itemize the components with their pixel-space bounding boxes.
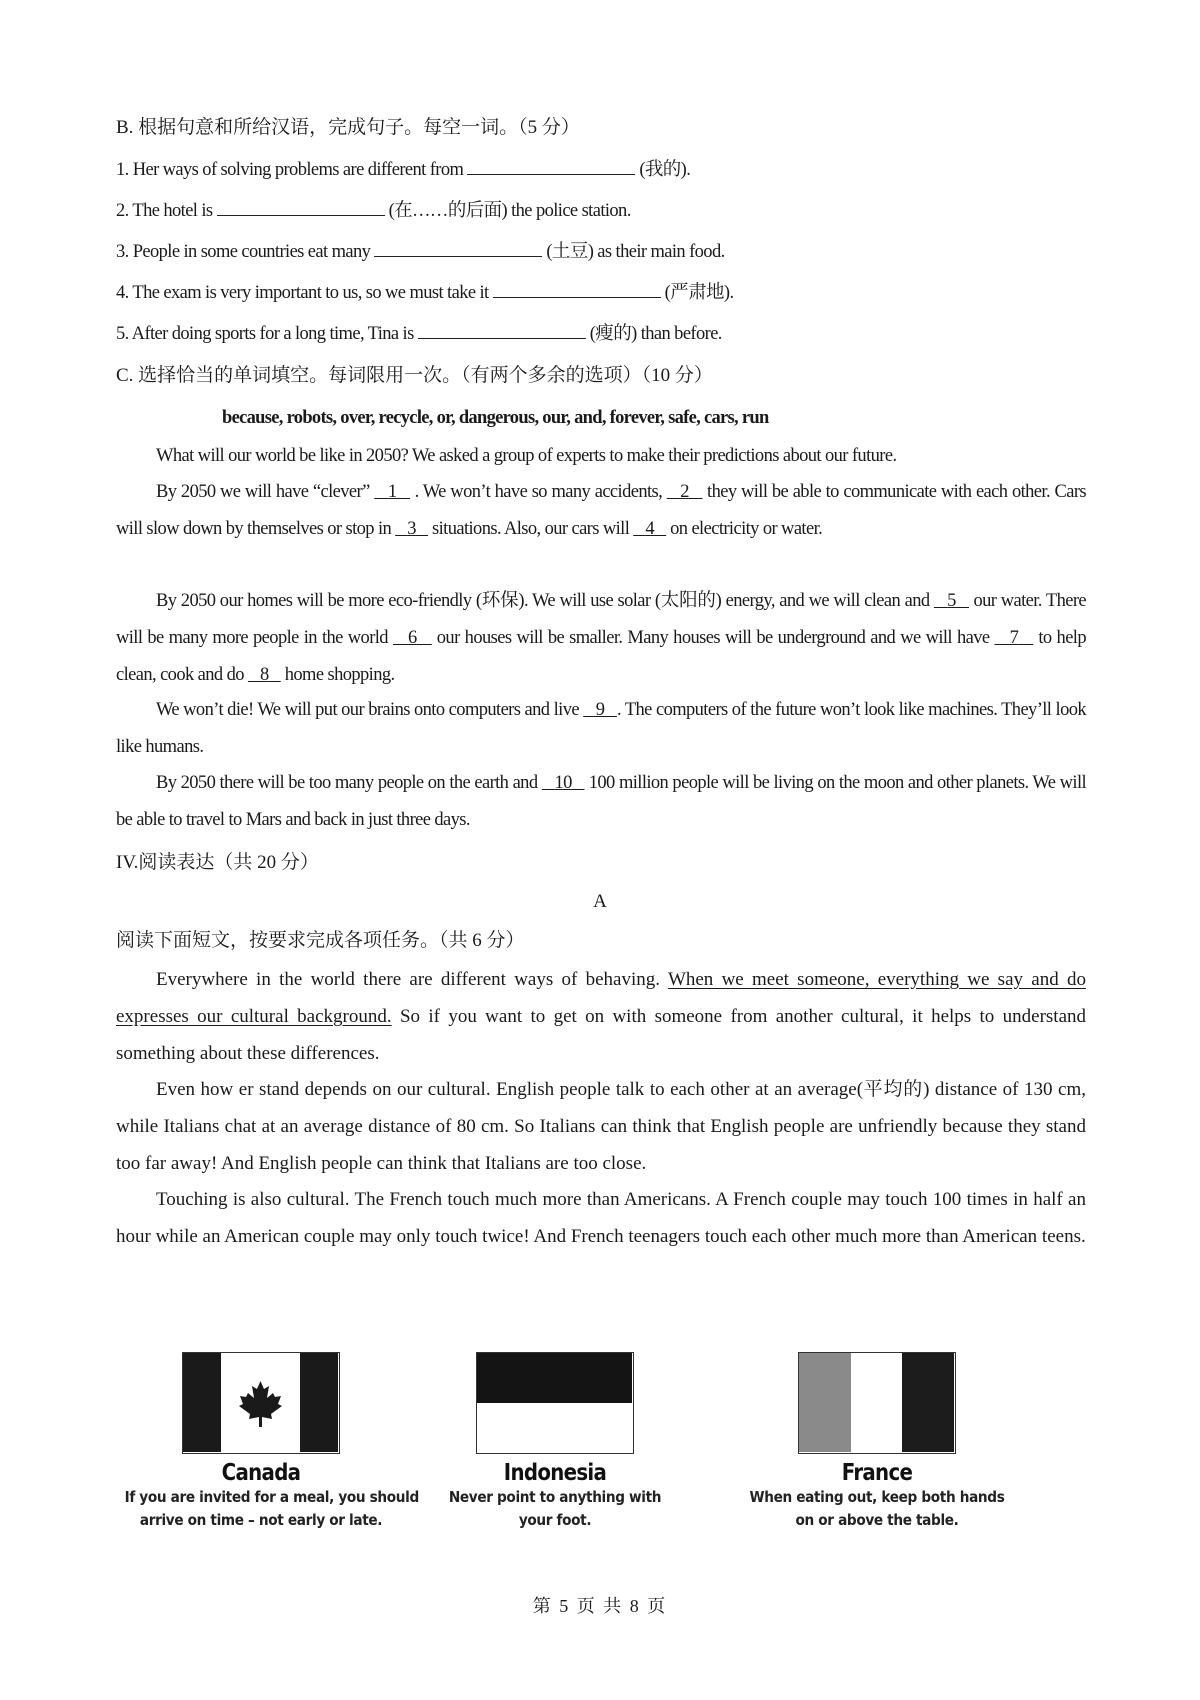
cloze-text: By 2050 our homes will be more eco-friendly (环保). We will use solar (太阳的) energy, and we will clean and: [156, 591, 934, 611]
flag-card-canada: [106, 1352, 419, 1532]
etiquette-tip: If you are invited for a meal, you should: [124, 1488, 419, 1506]
question-2: [116, 199, 1096, 223]
country-name: Indonesia: [503, 1460, 607, 1486]
cloze-text: home shopping.: [280, 665, 395, 685]
question-1-text: 1. Her ways of solving problems are different from: [116, 160, 468, 180]
page-number: 第 5 页 共 8 页: [532, 1596, 668, 1616]
cloze-blank-6[interactable]: 6: [408, 628, 417, 648]
cloze-paragraph-5: [116, 765, 1086, 839]
question-3-hint: (土豆) as their main food.: [542, 242, 725, 262]
cloze-text: 100 million people will be living on the moon and other planets. We will be able to travel to Mars and back in just three days.: [116, 773, 1087, 830]
cloze-blank-10[interactable]: 10: [554, 773, 572, 793]
cloze-blank-9[interactable]: 9: [595, 700, 605, 720]
etiquette-tip: your foot.: [518, 1511, 592, 1529]
flag-card-france: [722, 1352, 1032, 1532]
answer-blank[interactable]: [217, 199, 385, 216]
cloze-blank-3[interactable]: 3: [407, 519, 416, 539]
answer-blank[interactable]: [493, 281, 661, 298]
reading-text: Everywhere in the world there are different ways of behaving.: [156, 969, 668, 990]
cloze-text: our houses will be smaller. Many houses will be underground and we will have: [431, 628, 995, 648]
cloze-text: on electricity or water.: [666, 519, 823, 539]
flag-card-indonesia: [400, 1352, 710, 1532]
cloze-blank-4[interactable]: 4: [645, 519, 655, 539]
question-2-hint: (在……的后面) the police station.: [384, 201, 631, 221]
passage-letter: A: [593, 891, 607, 912]
question-1: [116, 158, 1096, 182]
cloze-text: . We won’t have so many accidents,: [410, 482, 667, 502]
reading-instruction: 阅读下面短文，按要求完成各项任务。（共 6 分）: [116, 930, 525, 951]
question-3: [116, 240, 1096, 264]
cloze-blank-7[interactable]: 7: [1009, 628, 1019, 648]
cloze-text: By 2050 there will be too many people on the earth and: [156, 773, 542, 793]
reading-paragraph-3: Touching is also cultural. The French touch much more than Americans. A French couple may touch 100 times in half an hour while an American couple may only touch twice! And French teenagers touch each other much more than American teens.: [116, 1189, 1086, 1247]
section-b-heading: B. 根据句意和所给汉语，完成句子。每空一词。（5 分）: [116, 117, 580, 138]
section-iv-heading: IV.阅读表达（共 20 分）: [116, 852, 319, 873]
underlined-sentence: When we meet someone, everything we say and do expresses our cultural background.: [116, 969, 1086, 1027]
reading-text: So if you want to get on with someone from another cultural, it helps to understand something about these differences.: [116, 1006, 1086, 1064]
country-name: France: [841, 1460, 913, 1486]
answer-blank[interactable]: [467, 158, 635, 175]
etiquette-tip: on or above the table.: [795, 1511, 959, 1529]
etiquette-tip: arrive on time – not early or late.: [139, 1511, 383, 1529]
cloze-text: By 2050 we will have “clever”: [156, 482, 375, 502]
question-1-hint: (我的).: [635, 160, 691, 180]
etiquette-tip: Never point to anything with: [448, 1488, 662, 1506]
country-name: Canada: [221, 1460, 301, 1486]
cloze-paragraph-1: What will our world be like in 2050? We asked a group of experts to make their predictions about our future.: [156, 446, 897, 466]
section-c-heading: C. 选择恰当的单词填空。每词限用一次。（有两个多余的选项）（10 分）: [116, 365, 713, 386]
etiquette-tip: When eating out, keep both hands: [749, 1488, 1005, 1506]
reading-paragraph-1: [116, 961, 1086, 1072]
cloze-blank-2[interactable]: 2: [680, 482, 689, 502]
question-4: [116, 281, 1096, 305]
question-3-text: 3. People in some countries eat many: [116, 242, 375, 262]
cloze-text: We won’t die! We will put our brains onto computers and live: [156, 700, 584, 720]
question-4-text: 4. The exam is very important to us, so we must take it: [116, 283, 493, 303]
question-5: [116, 322, 1096, 346]
question-5-text: 5. After doing sports for a long time, Tina is: [116, 324, 418, 344]
cloze-blank-5[interactable]: 5: [947, 591, 956, 611]
cloze-blank-8[interactable]: 8: [260, 665, 269, 685]
answer-blank[interactable]: [374, 240, 542, 257]
canada-flag-icon: [182, 1352, 340, 1454]
cloze-text: to help clean, cook and do: [116, 628, 1086, 685]
cloze-paragraph-3: [116, 583, 1086, 694]
cloze-text: our water. There will be many more people in the world: [116, 591, 1087, 648]
cloze-text: they will be able to communicate with each other. Cars will slow down by themselves or stop in: [116, 482, 1086, 539]
cloze-text: situations. Also, our cars will: [428, 519, 634, 539]
reading-paragraph-2: Even how er stand depends on our cultural. English people talk to each other at an average(平均的) distance of 130 cm, while Italians chat at an average distance of 80 cm. So Italians can think that English people are unfriendly because they stand too far away! And English people can think that Italians are too close.: [116, 1079, 1086, 1174]
france-flag-icon: [798, 1352, 956, 1454]
question-5-hint: (瘦的) than before.: [585, 324, 722, 344]
cloze-paragraph-4: [116, 692, 1086, 766]
indonesia-flag-icon: [476, 1352, 634, 1454]
question-4-hint: (严肃地).: [660, 283, 734, 303]
question-2-text: 2. The hotel is: [116, 201, 217, 221]
cloze-paragraph-2: [116, 474, 1086, 548]
answer-blank[interactable]: [418, 322, 586, 339]
word-bank: because, robots, over, recycle, or, dangerous, our, and, forever, safe, cars, run: [222, 408, 769, 428]
cloze-text: . The computers of the future won’t look like machines. They’ll look like humans.: [116, 700, 1087, 757]
cloze-blank-1[interactable]: 1: [387, 482, 397, 502]
